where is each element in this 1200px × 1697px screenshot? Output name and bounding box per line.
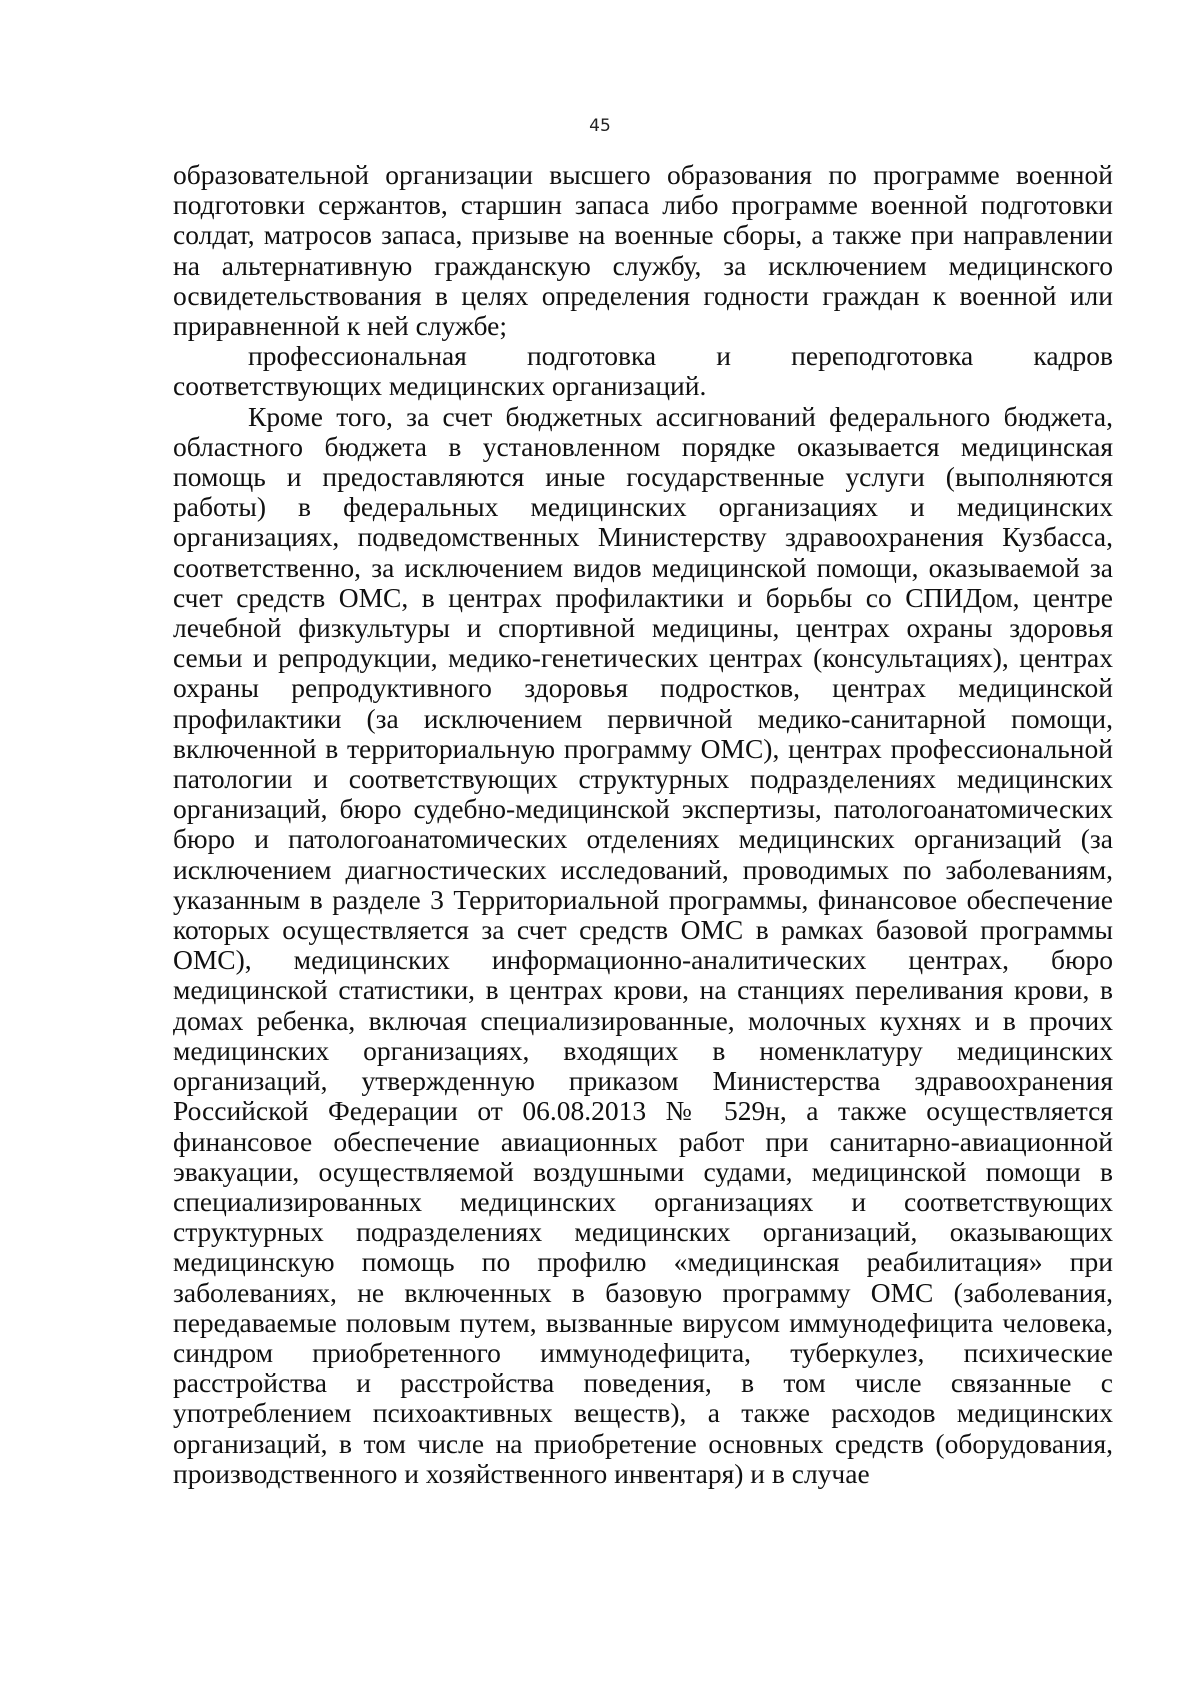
paragraph-budget-funding: Кроме того, за счет бюджетных ассигнований федерального бюджета, областного бюджета в установленном порядке оказывается медицинская помощь и предоставляются иные государственные услуги (выполняются работы) в федеральных медицинских организациях и медицинских организациях, подведомственных Министерству здравоохранения Кузбасса, соответственно, за исключением видов медицинской помощи, оказываемой за счет средств ОМС, в центрах профилактики и борьбы со СПИДом, центре лечебной физкультуры и спортивной медицины, центрах охраны здоровья семьи и репродукции, медико-генетических центрах (консультациях), центрах охраны репродуктивного здоровья подростков, центрах медицинской профилактики (за исключением первичной медико-санитарной помощи, включенной в территориальную программу ОМС), центрах профессиональной патологии и соответствующих структурных подразделениях медицинских организаций, бюро судебно-медицинской экспертизы, патологоанатомических бюро и патологоанатомических отделениях медицинских организаций (за исключением диагностических исследований, проводимых по заболеваниям, указанным в разделе 3 Территориальной программы, финансовое обеспечение которых осуществляется за счет средств ОМС в рамках базовой программы ОМС), медицинских информационно-аналитических центрах, бюро медицинской статистики, в центрах крови, на станциях переливания крови, в домах ребенка, включая специализированные, молочных кухнях и в прочих медицинских организациях, входящих в номенклатуру медицинских организаций, утвержденную приказом Министерства здравоохранения Российской Федерации от 06.08.2013 № 529н, а также осуществляется финансовое обеспечение авиационных работ при санитарно-авиационной эвакуации, осуществляемой воздушными судами, медицинской помощи в специализированных медицинских организациях и соответствующих структурных подразделениях медицинских организаций, оказывающих медицинскую помощь по профилю «медицинская реабилитация» при заболеваниях, не включенных в базовую программу ОМС (заболевания, передаваемые половым путем, вызванные вирусом иммунодефицита человека, синдром приобретенного иммунодефицита, туберкулез, психические расстройства и расстройства поведения, в том числе связанные с употреблением психоактивных веществ), а также расходов медицинских организаций, в том числе на приобретение основных средств (оборудования, производственного и хозяйственного инвентаря) и в случае (173, 400, 1113, 1489)
document-body (173, 160, 1113, 1489)
paragraph-professional-training: профессиональная подготовка и переподготовка кадров соответствующих медицинских организаций. (173, 340, 1113, 402)
page-number: 45 (589, 116, 611, 136)
paragraph-continuation: образовательной организации высшего образования по программе военной подготовки сержантов, старшин запаса либо программе военной подготовки солдат, матросов запаса, призыве на военные сборы, а также при направлении на альтернативную гражданскую службу, за исключением медицинского освидетельствования в целях определения годности граждан к военной или приравненной к ней службе; (173, 159, 1113, 342)
